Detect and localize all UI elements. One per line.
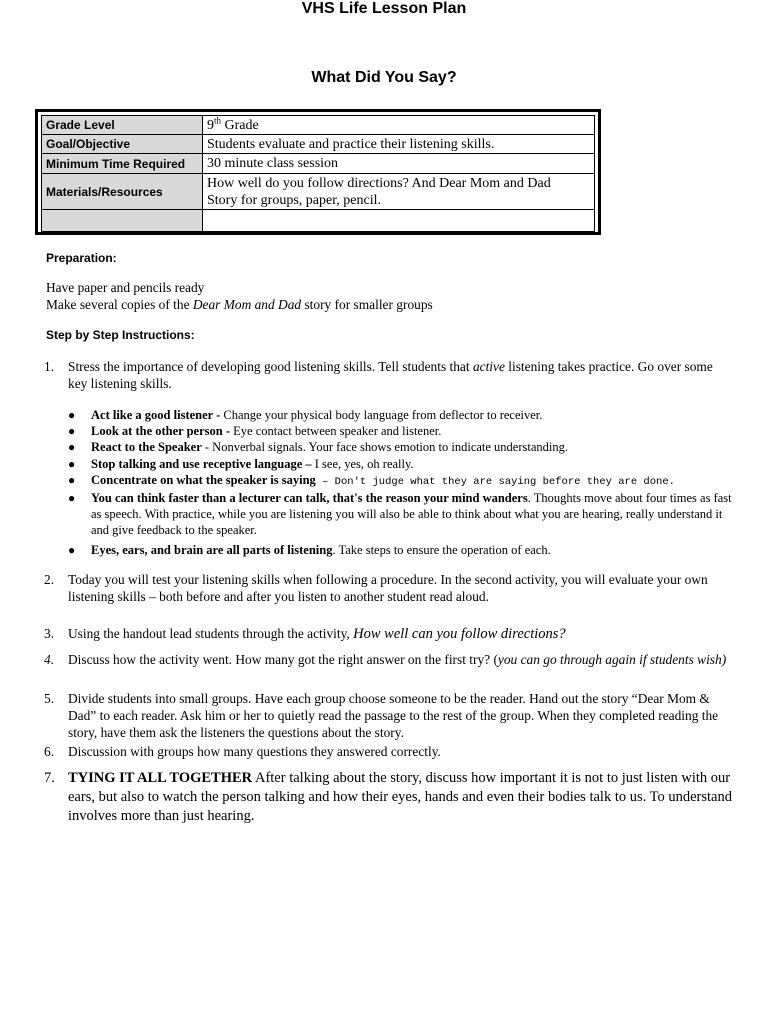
table-row (42, 154, 595, 174)
step-text: Stress the importance of developing good listening skills. Tell students that active listening takes practice. Go over some key listening skills. (68, 359, 713, 391)
grade-level-label: Grade Level (42, 116, 203, 135)
step-6 (44, 743, 734, 760)
bullet-icon: ● (68, 440, 76, 455)
bullet-icon: ● (68, 472, 76, 487)
minimum-time-value: 30 minute class session (203, 154, 595, 174)
lesson-info-table (35, 109, 601, 235)
step-number: 2. (44, 572, 55, 587)
list-item: ● Eyes, ears, and brain are all parts of listening. Take steps to ensure the operation of each. (68, 542, 551, 557)
preparation-line-1: Have paper and pencils ready (46, 280, 205, 295)
table-row (42, 116, 595, 135)
step-text: Using the handout lead students through the activity, How well can you follow directions? (68, 626, 566, 642)
empty-value-cell (203, 210, 595, 232)
goal-objective-value: Students evaluate and practice their listening skills. (203, 135, 595, 154)
step-3 (44, 625, 734, 643)
step-text: Today you will test your listening skills when following a procedure. In the second activity, you will evaluate your own listening skills – both before and after you listen to another student read aloud. (68, 572, 708, 604)
step-number: 5. (44, 691, 55, 706)
table-row (42, 174, 595, 210)
list-item: ● You can think faster than a lecturer can talk, that's the reason your mind wanders. Thoughts move about four times as fast as speech. With practice, while you are listening you will also be able to think about what you are hearing, really understand it and give feedback to the speaker. (68, 491, 732, 538)
list-item: ● Stop talking and use receptive language – I see, yes, oh really. (68, 456, 414, 471)
table-row (42, 135, 595, 154)
materials-label: Materials/Resources (42, 174, 203, 210)
step-number: 6. (44, 744, 55, 759)
document-title: VHS Life Lesson Plan (301, 0, 467, 17)
step-number: 3. (44, 626, 55, 641)
goal-objective-label: Goal/Objective (42, 135, 203, 154)
list-item: ● Look at the other person - Eye contact between speaker and listener. (68, 424, 442, 439)
preparation-heading: Preparation: (46, 251, 117, 265)
preparation-line-2: Make several copies of the Dear Mom and Dad story for smaller groups (46, 297, 433, 312)
bullet-icon: ● (68, 542, 76, 557)
bullet-icon: ● (68, 491, 76, 506)
materials-value: How well do you follow directions? And Dear Mom and Dad Story for groups, paper, pencil. (203, 174, 595, 210)
instructions-heading: Step by Step Instructions: (46, 328, 195, 342)
list-item: ● Concentrate on what the speaker is saying – Don't judge what they are saying before they are done. (68, 472, 675, 488)
step-number: 4. (44, 652, 55, 667)
step-text: TYING IT ALL TOGETHER After talking about the story, discuss how important it is not to just listen with our ears, but also to watch the person talking and how their eyes, hands and even their bodies talk to us. To understand involves more than just hearing. (68, 770, 732, 824)
step-text: Discussion with groups how many questions they answered correctly. (68, 744, 441, 759)
step-5 (44, 690, 734, 741)
step-7 (44, 769, 734, 826)
grade-level-value: 9th Grade (203, 116, 595, 135)
document-subtitle: What Did You Say? (311, 69, 457, 86)
bullet-icon: ● (68, 408, 76, 422)
step-1 (44, 358, 734, 392)
table-row (42, 210, 595, 232)
list-item: ● Act like a good listener - Change your physical body language from deflector to receiver. (68, 408, 543, 422)
empty-label-cell (42, 210, 203, 232)
step-text: Divide students into small groups. Have each group choose someone to be the reader. Hand out the story “Dear Mom & Dad” to each reader. Ask him or her to quietly read the passage to the rest of the group. When they completed reading the story, have them ask the listeners the questions about the story. (68, 691, 719, 740)
step-text: Discuss how the activity went. How many got the right answer on the first try? (you can go through again if students wish) (68, 652, 727, 667)
step-number: 7. (44, 770, 55, 786)
minimum-time-label: Minimum Time Required (42, 154, 203, 174)
bullet-icon: ● (68, 424, 76, 439)
step-number: 1. (44, 359, 55, 374)
list-item: ● React to the Speaker - Nonverbal signals. Your face shows emotion to indicate understanding. (68, 440, 569, 455)
step-2 (44, 571, 734, 605)
step-4 (44, 651, 734, 668)
bullet-icon: ● (68, 456, 76, 471)
listening-skills-list (68, 407, 733, 558)
